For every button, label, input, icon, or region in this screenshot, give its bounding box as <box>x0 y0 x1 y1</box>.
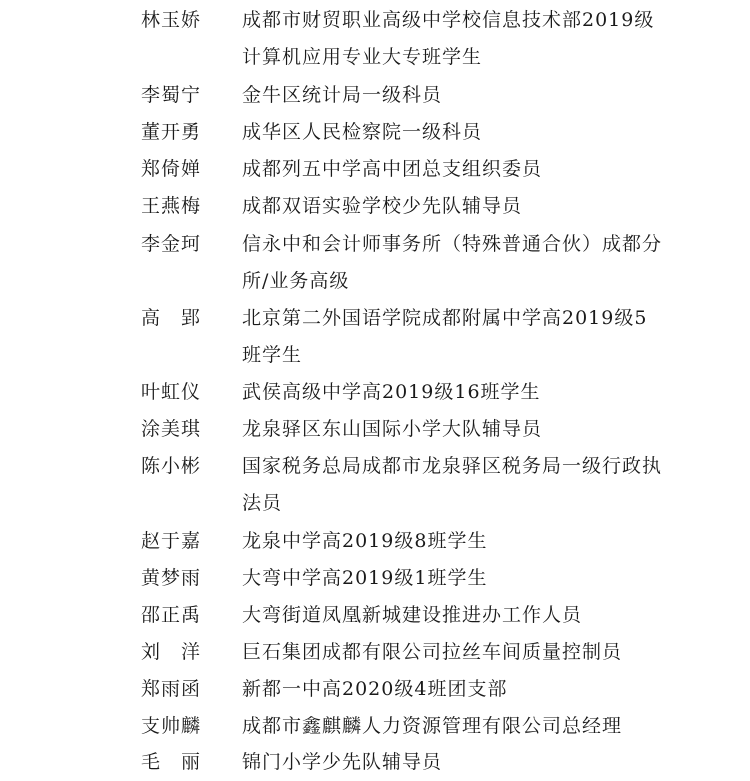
person-description: 巨石集团成都有限公司拉丝车间质量控制员 <box>242 641 623 663</box>
person-name: 王燕梅 <box>141 195 202 217</box>
person-description: 成华区人民检察院一级科员 <box>242 121 483 143</box>
person-name: 刘 洋 <box>141 641 202 663</box>
person-description: 成都列五中学高中团总支组织委员 <box>242 158 543 180</box>
person-name: 陈小彬 <box>141 455 202 477</box>
person-description: 大弯街道凤凰新城建设推进办工作人员 <box>242 604 583 626</box>
person-name: 黄梦雨 <box>141 567 202 589</box>
person-name: 李蜀宁 <box>141 84 202 106</box>
person-description: 成都市财贸职业高级中学校信息技术部2019级计算机应用专业大专班学生 <box>242 9 655 68</box>
person-name: 李金珂 <box>141 233 202 255</box>
person-description: 龙泉驿区东山国际小学大队辅导员 <box>242 418 543 440</box>
person-description: 成都双语实验学校少先队辅导员 <box>242 195 523 217</box>
person-name: 叶虹仪 <box>141 381 202 403</box>
person-description: 北京第二外国语学院成都附属中学高2019级5班学生 <box>242 307 648 366</box>
person-description: 成都市鑫麒麟人力资源管理有限公司总经理 <box>242 715 623 737</box>
person-name: 邵正禹 <box>141 604 202 626</box>
person-description: 大弯中学高2019级1班学生 <box>242 567 488 589</box>
person-name: 董开勇 <box>141 121 202 143</box>
person-name: 支帅麟 <box>141 715 202 737</box>
person-description: 金牛区统计局一级科员 <box>242 84 443 106</box>
person-name: 郑雨函 <box>141 678 202 700</box>
person-name: 林玉娇 <box>141 9 202 31</box>
person-name: 赵于嘉 <box>141 530 202 552</box>
person-name: 毛 丽 <box>141 751 202 773</box>
person-description: 龙泉中学高2019级8班学生 <box>242 530 488 552</box>
person-description: 国家税务总局成都市龙泉驿区税务局一级行政执法员 <box>242 455 663 514</box>
person-description: 武侯高级中学高2019级16班学生 <box>242 381 541 403</box>
person-description: 锦门小学少先队辅导员 <box>242 751 443 773</box>
person-description: 信永中和会计师事务所（特殊普通合伙）成都分所/业务高级 <box>242 233 663 292</box>
person-description: 新都一中高2020级4班团支部 <box>242 678 508 700</box>
person-name: 郑倚婵 <box>141 158 202 180</box>
person-name: 涂美琪 <box>141 418 202 440</box>
person-name: 高 郢 <box>141 307 202 329</box>
